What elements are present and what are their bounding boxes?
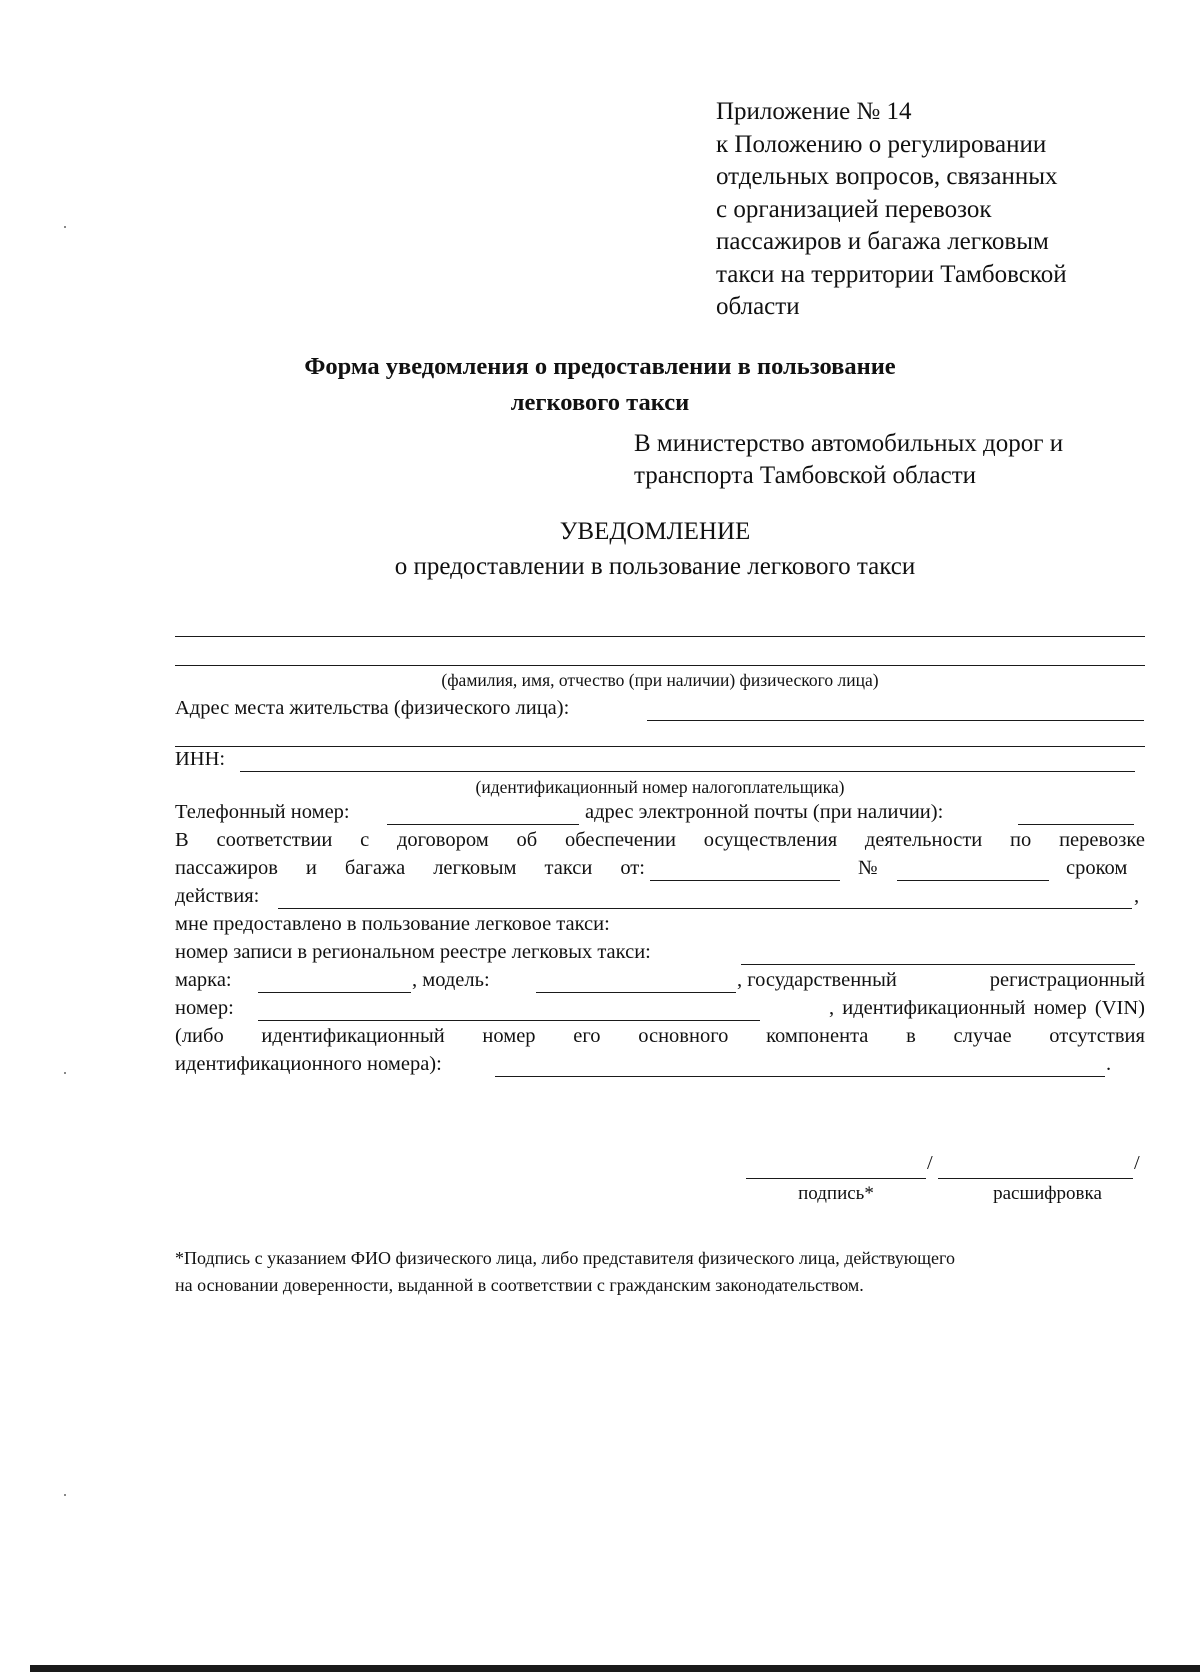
term-word: сроком [1066,857,1128,879]
contract-word: по [1010,829,1032,851]
id-number-label: идентификационного номера): [175,1053,442,1075]
component-word: идентификационный [261,1025,445,1047]
validity-label: действия: [175,885,260,907]
vin-label: , идентификационный номер (VIN) [828,997,1145,1019]
annex-line: области [716,293,800,320]
contract-line-2 [175,857,645,880]
state-reg-word: регистрационный [989,969,1145,991]
registry-number-field[interactable] [741,964,1135,965]
contract-word: пассажиров [175,857,278,879]
scan-speck [64,226,66,228]
decoding-slash: / [1134,1152,1140,1174]
period: . [1106,1053,1112,1075]
reg-number-field[interactable] [258,1020,760,1021]
inn-label: ИНН: [175,748,226,770]
address-field-line-2[interactable] [175,746,1145,747]
number-label: номер: [175,997,234,1019]
annex-line: пассажиров и багажа легковым [716,228,1049,255]
scan-speck [64,1072,66,1074]
scan-speck [64,1494,66,1496]
vin-field[interactable] [495,1076,1105,1077]
contract-word: обеспечении [564,829,676,851]
footnote-line-2: на основании доверенности, выданной в соответствии с гражданским законодательством. [175,1275,864,1295]
address-label: Адрес места жительства (физического лица): [175,697,570,719]
contract-line-1 [175,829,1145,857]
decoding-label: расшифровка [993,1183,1102,1204]
recipient-line-1: В министерство автомобильных дорог и [634,430,1064,457]
model-field[interactable] [536,992,736,993]
registry-row [175,941,1145,964]
contract-word: багажа [344,857,406,879]
annex-line: к Положению о регулировании [716,130,1047,158]
signature-slash: / [927,1152,933,1174]
contract-word: такси [544,857,593,879]
phone-label: Телефонный номер: [175,801,350,823]
address-row [175,697,1145,720]
state-reg-word: , государственный [737,969,897,991]
name-blank-line-1[interactable] [175,636,1145,637]
recipient-line-2: транспорта Тамбовской области [634,462,977,489]
contract-word: соответствии [216,829,333,851]
contract-word: легковым [433,857,517,879]
component-word: его [573,1025,601,1047]
scan-bottom-edge [30,1665,1200,1672]
contract-word: деятельности [864,829,983,851]
contract-word: перевозке [1059,829,1145,851]
provided-text: мне предоставлено в пользование легковое такси: [175,913,610,935]
contract-word: осуществления [703,829,838,851]
decoding-field[interactable] [938,1178,1133,1179]
annex-line: с организацией перевозок [716,195,992,223]
contract-word: договором [396,829,489,851]
email-label: адрес электронной почты (при наличии): [585,801,944,823]
contract-date-field[interactable] [650,880,840,881]
component-word: в [906,1025,916,1047]
inn-row [175,748,1145,771]
form-title-line-2: легкового такси [510,389,690,416]
annex-line: Приложение № 14 [716,98,912,125]
inn-field[interactable] [240,771,1135,772]
contract-word: об [516,829,538,851]
inn-caption: (идентификационный номер налогоплательщика) [475,777,845,797]
registry-label: номер записи в региональном реестре легковых такси: [175,941,651,963]
brand-label: марка: [175,969,232,991]
email-field[interactable] [1018,824,1134,825]
contract-number-field[interactable] [897,880,1049,881]
phone-field[interactable] [387,824,579,825]
annex-header [716,96,1136,324]
notice-subtitle: о предоставлении в пользование легкового такси [394,553,916,580]
contract-word: и [305,857,317,879]
model-label: , модель: [412,969,490,991]
contract-word: с [360,829,370,851]
footnote-line-1: *Подпись с указанием ФИО физического лица, либо представителя физического лица, действующего [175,1248,955,1268]
notice-title: УВЕДОМЛЕНИЕ [559,518,751,545]
contract-word: В [175,829,189,851]
contract-word: от: [620,857,645,879]
signature-field[interactable] [746,1178,926,1179]
component-word: компонента [766,1025,869,1047]
comma: , [1134,885,1140,907]
signature-label: подпись* [798,1183,874,1204]
component-word: отсутствия [1049,1025,1145,1047]
recipient-block [634,428,1154,492]
component-word: основного [638,1025,729,1047]
validity-row [175,885,1145,908]
name-blank-line-2[interactable] [175,665,1145,666]
component-word: номер [482,1025,536,1047]
validity-field[interactable] [278,908,1132,909]
annex-line: такси на территории Тамбовской [716,260,1067,288]
annex-line: отдельных вопросов, связанных [716,163,1058,190]
form-title-line-1: Форма уведомления о предоставлении в пользование [304,353,896,380]
number-sign: № [858,857,878,879]
footnote [175,1245,1155,1299]
component-line [175,1025,1145,1053]
component-word: случае [953,1025,1012,1047]
brand-field[interactable] [258,992,411,993]
name-caption: (фамилия, имя, отчество (при наличии) физического лица) [441,670,879,690]
state-reg-label [737,969,1145,992]
component-word: (либо [175,1025,224,1047]
address-field[interactable] [647,720,1144,721]
